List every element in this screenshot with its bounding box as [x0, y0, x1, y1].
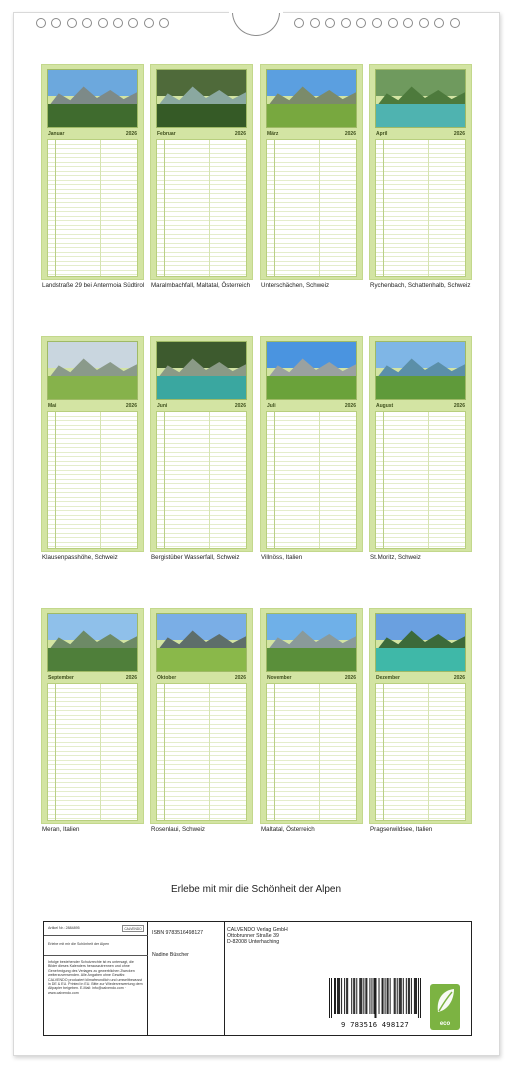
binding-ring	[36, 18, 46, 28]
binding-ring	[388, 18, 398, 28]
barcode-bar	[347, 978, 348, 1014]
month-header	[156, 130, 247, 138]
month-photo	[156, 341, 247, 400]
photo-caption: Maralmbachfall, Maltatal, Österreich	[151, 282, 251, 289]
barcode-bar	[418, 978, 419, 1018]
month-photo	[266, 69, 357, 128]
barcode-bar	[408, 978, 409, 1014]
barcode-bar	[416, 978, 417, 1014]
binding-ring	[341, 18, 351, 28]
barcode-bar	[335, 978, 336, 1014]
imprint-publisher-column	[225, 922, 322, 1035]
barcode-bar	[351, 978, 352, 1014]
binding-ring	[310, 18, 320, 28]
barcode-bar	[329, 978, 330, 1018]
barcode-bar	[334, 978, 335, 1014]
calendar-title: Erlebe mit mir die Schönheit der Alpen	[170, 884, 342, 895]
publisher-name: CALVENDO Verlag GmbH	[227, 927, 288, 933]
photo-caption: Villnöss, Italien	[261, 554, 303, 561]
month-photo	[375, 341, 466, 400]
month-year: 2026	[234, 403, 246, 409]
month-panel-mai	[41, 336, 144, 552]
month-photo	[375, 613, 466, 672]
binding-ring	[450, 18, 460, 28]
photo-caption: Unterschächen, Schweiz	[261, 282, 330, 289]
barcode-bar	[365, 978, 366, 1014]
month-photo	[47, 613, 138, 672]
barcode-bar	[371, 978, 372, 1014]
barcode-bar	[403, 978, 404, 1014]
month-year: 2026	[125, 131, 137, 137]
barcode-bar	[397, 978, 398, 1014]
month-panel-januar	[41, 64, 144, 280]
month-year: 2026	[125, 403, 137, 409]
barcode-bar	[369, 978, 370, 1014]
month-photo	[156, 69, 247, 128]
month-year: 2026	[453, 675, 465, 681]
barcode-digits: 9 783516 498127	[341, 1020, 409, 1029]
day-grid	[266, 139, 357, 277]
month-name: Januar	[48, 131, 65, 137]
barcode-bar	[341, 978, 342, 1014]
publisher-street: Ottobrunner Straße 39	[227, 933, 279, 939]
month-panel-april	[369, 64, 472, 280]
leaf-icon	[430, 984, 460, 1018]
day-grid	[47, 683, 138, 821]
barcode-bar	[420, 978, 421, 1018]
binding-ring	[82, 18, 92, 28]
barcode-bar	[338, 978, 339, 1014]
month-panel-märz	[260, 64, 363, 280]
day-grid	[375, 139, 466, 277]
binding-ring	[51, 18, 61, 28]
month-photo	[266, 341, 357, 400]
month-name: Juni	[157, 403, 168, 409]
barcode-bar	[361, 978, 362, 1014]
barcode-bar	[339, 978, 340, 1014]
barcode-bar	[385, 978, 386, 1014]
barcode-bar	[344, 978, 345, 1014]
binding-ring	[325, 18, 335, 28]
barcode-bar	[356, 978, 357, 1014]
month-year: 2026	[234, 131, 246, 137]
photo-caption: St.Moritz, Schweiz	[370, 554, 421, 561]
month-header	[47, 674, 138, 682]
barcode-bar	[363, 978, 364, 1014]
barcode-bar	[387, 978, 388, 1014]
binding-ring	[128, 18, 138, 28]
binding-ring	[113, 18, 123, 28]
month-name: Februar	[157, 131, 176, 137]
barcode-bar	[331, 978, 332, 1018]
month-panel-august	[369, 336, 472, 552]
barcode-bar	[359, 978, 360, 1014]
barcode-bar	[388, 978, 389, 1014]
eco-label: eco	[439, 1021, 451, 1027]
binding-ring	[67, 18, 77, 28]
month-header	[375, 674, 466, 682]
month-header	[47, 402, 138, 410]
month-year: 2026	[344, 675, 356, 681]
month-year: 2026	[453, 403, 465, 409]
binding-ring	[144, 18, 154, 28]
barcode-bar	[346, 978, 347, 1014]
publisher-logo: CALVENDO	[122, 925, 144, 932]
photo-caption: Klausenpasshöhe, Schweiz	[42, 554, 118, 561]
photo-caption: Rychenbach, Schattenhalb, Schweiz	[370, 282, 471, 289]
month-name: März	[267, 131, 279, 137]
barcode-bar	[390, 978, 391, 1014]
barcode-bar	[411, 978, 412, 1014]
day-grid	[156, 139, 247, 277]
month-photo	[47, 69, 138, 128]
month-name: Mai	[48, 403, 57, 409]
month-year: 2026	[234, 675, 246, 681]
month-year: 2026	[453, 131, 465, 137]
isbn-number: ISBN 9783516498127	[152, 930, 204, 936]
barcode-bar	[395, 978, 396, 1014]
month-header	[47, 130, 138, 138]
day-grid	[47, 139, 138, 277]
binding-ring	[403, 18, 413, 28]
barcode-bar	[374, 978, 375, 1018]
binding-ring	[98, 18, 108, 28]
month-header	[375, 130, 466, 138]
month-name: April	[376, 131, 388, 137]
month-name: September	[48, 675, 74, 681]
barcode-bar	[401, 978, 402, 1014]
binding-ring	[294, 18, 304, 28]
binding-ring	[372, 18, 382, 28]
author-name: Nadine Büscher	[152, 952, 189, 958]
barcode-bar	[415, 978, 416, 1014]
month-panel-juli	[260, 336, 363, 552]
barcode-bar	[400, 978, 401, 1014]
binding-ring	[434, 18, 444, 28]
month-panel-oktober	[150, 608, 253, 824]
barcode-bar	[376, 978, 377, 1018]
photo-caption: Maltatal, Österreich	[261, 826, 315, 833]
month-name: August	[376, 403, 394, 409]
barcode-bar	[394, 978, 395, 1014]
barcode-bar	[382, 978, 383, 1014]
legal-text: Infolge bestehender Schutzrechte ist es untersagt, die Bilder dieses Kalenders herauszutrennen und ohne Genehmigung des Verlages zu gewerblichen Zwecken weiterzuverwenden. Alle Angaben ohne Gewähr. CALVENDO produziert klimafreundlich und umweltbewusst in DE & EU. Printed in EU. Bitte zur Wiederverwertung dem Altpapier beigeben. E-Mail: info@calvendo.com · www.calvendo.com	[48, 960, 143, 995]
month-year: 2026	[344, 403, 356, 409]
photo-caption: Landstraße 29 bei Antermoia Südtirol	[42, 282, 145, 289]
day-grid	[266, 683, 357, 821]
month-panel-september	[41, 608, 144, 824]
month-name: Oktober	[157, 675, 177, 681]
photo-caption: Bergistüber Wasserfall, Schweiz	[151, 554, 240, 561]
month-year: 2026	[344, 131, 356, 137]
month-header	[266, 674, 357, 682]
eco-badge	[430, 984, 460, 1030]
barcode-bar	[399, 978, 400, 1014]
imprint-footer	[43, 921, 472, 1036]
month-header	[156, 674, 247, 682]
month-name: Juli	[267, 403, 276, 409]
month-panel-februar	[150, 64, 253, 280]
day-grid	[266, 411, 357, 549]
barcode-bar	[373, 978, 374, 1014]
month-name: Dezember	[376, 675, 400, 681]
barcode-bar	[366, 978, 367, 1014]
barcode-bar	[379, 978, 380, 1014]
month-photo	[156, 613, 247, 672]
day-grid	[375, 411, 466, 549]
product-title: Erlebe mit mir die Schönheit der Alpen	[48, 942, 110, 946]
barcode-bar	[406, 978, 407, 1014]
month-header	[266, 402, 357, 410]
month-header	[266, 130, 357, 138]
month-panel-november	[260, 608, 363, 824]
barcode-bar	[354, 978, 355, 1014]
month-photo	[266, 613, 357, 672]
month-panel-dezember	[369, 608, 472, 824]
imprint-left-column	[44, 922, 148, 1035]
barcode-bar	[383, 978, 384, 1014]
month-photo	[375, 69, 466, 128]
day-grid	[156, 411, 247, 549]
day-grid	[375, 683, 466, 821]
barcode-bar	[409, 978, 410, 1014]
article-number: Artikel Nr.: 2884895	[48, 926, 80, 930]
month-photo	[47, 341, 138, 400]
month-panel-juni	[150, 336, 253, 552]
photo-caption: Rosenlaui, Schweiz	[151, 826, 205, 833]
publisher-city: D-82008 Unterhaching	[227, 939, 280, 945]
day-grid	[47, 411, 138, 549]
month-name: November	[267, 675, 292, 681]
binding-ring	[159, 18, 169, 28]
barcode-bar	[360, 978, 361, 1014]
photo-caption: Meran, Italien	[42, 826, 80, 833]
day-grid	[156, 683, 247, 821]
barcode-bar	[337, 978, 338, 1014]
binding-ring	[356, 18, 366, 28]
month-year: 2026	[125, 675, 137, 681]
month-header	[375, 402, 466, 410]
month-header	[156, 402, 247, 410]
barcode-bar	[414, 978, 415, 1014]
barcode-bar	[353, 978, 354, 1014]
binding-ring	[419, 18, 429, 28]
photo-caption: Pragserwildsee, Italien	[370, 826, 433, 833]
imprint-middle-column	[148, 922, 225, 1035]
